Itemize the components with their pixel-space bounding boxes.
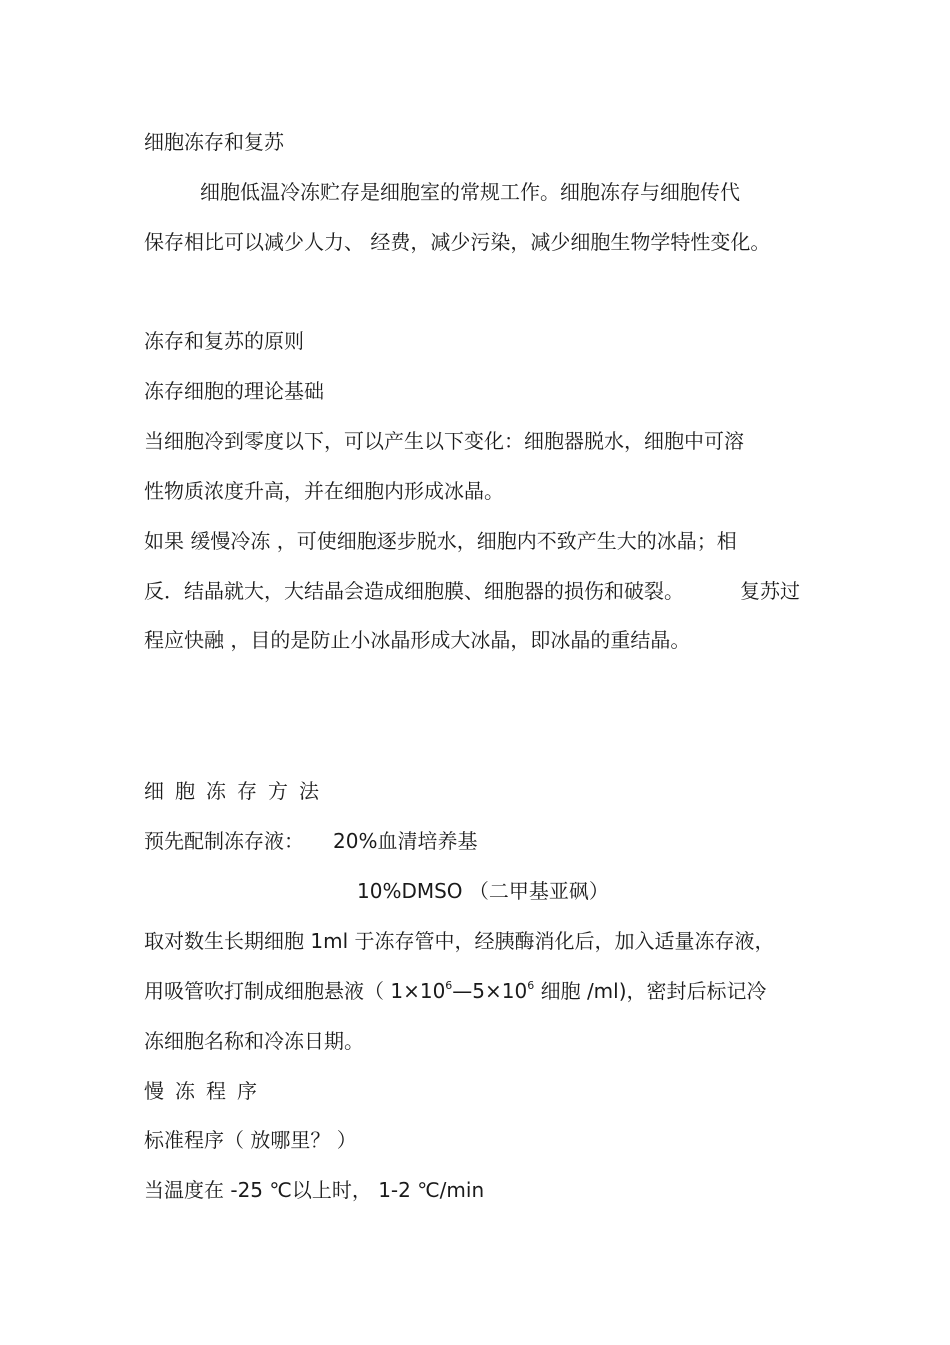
principle-line-3: 如果 缓慢冷冻 ，可使细胞逐步脱水，细胞内不致产生大的冰晶；相 — [144, 529, 737, 553]
slow-heading: 慢冻程序 — [144, 1079, 268, 1103]
intro-line-2: 保存相比可以减少人力、 经费，减少污染，减少细胞生物学特性变化。 — [144, 230, 771, 254]
exponent-1: 6 — [445, 979, 453, 992]
method-dmso: 10%DMSO （二甲基亚砜） — [357, 879, 609, 903]
slow-standard: 标准程序（ 放哪里？ ） — [144, 1128, 357, 1152]
principle-heading: 冻存和复苏的原则 — [144, 329, 304, 353]
document-title: 细胞冻存和复苏 — [144, 130, 284, 154]
principle-line-2: 性物质浓度升高，并在细胞内形成冰晶。 — [144, 479, 504, 503]
method-line-2 — [144, 977, 767, 1005]
exponent-2: 6 — [527, 979, 535, 992]
principle-line-4-tail: 复苏过 — [740, 579, 800, 603]
method-heading: 细胞冻存方法 — [144, 779, 330, 803]
method-line-2-part-c: 细胞 /ml)，密封后标记冷 — [534, 979, 767, 1003]
method-line-3: 冻细胞名称和冷冻日期。 — [144, 1029, 364, 1053]
principle-line-1: 当细胞冷到零度以下，可以产生以下变化：细胞器脱水，细胞中可溶 — [144, 429, 744, 453]
principle-line-5: 程应快融 ，目的是防止小冰晶形成大冰晶，即冰晶的重结晶。 — [144, 628, 691, 652]
method-line-2-part-b: —5×10 — [452, 979, 528, 1003]
method-line-1: 取对数生长期细胞 1ml 于冻存管中，经胰酶消化后，加入适量冻存液， — [144, 929, 775, 953]
intro-line-1: 细胞低温冷冻贮存是细胞室的常规工作。细胞冻存与细胞传代 — [200, 180, 740, 204]
method-prep-value: 20%血清培养基 — [333, 829, 478, 853]
slow-temp-line: 当温度在 -25 ℃以上时， 1-2 ℃/min — [144, 1178, 485, 1202]
principle-line-4: 反．结晶就大，大结晶会造成细胞膜、细胞器的损伤和破裂。 — [144, 579, 684, 603]
principle-subheading: 冻存细胞的理论基础 — [144, 379, 324, 403]
method-line-2-part-a: 用吸管吹打制成细胞悬液（ 1×10 — [144, 979, 446, 1003]
method-prep-label: 预先配制冻存液： — [144, 829, 304, 853]
